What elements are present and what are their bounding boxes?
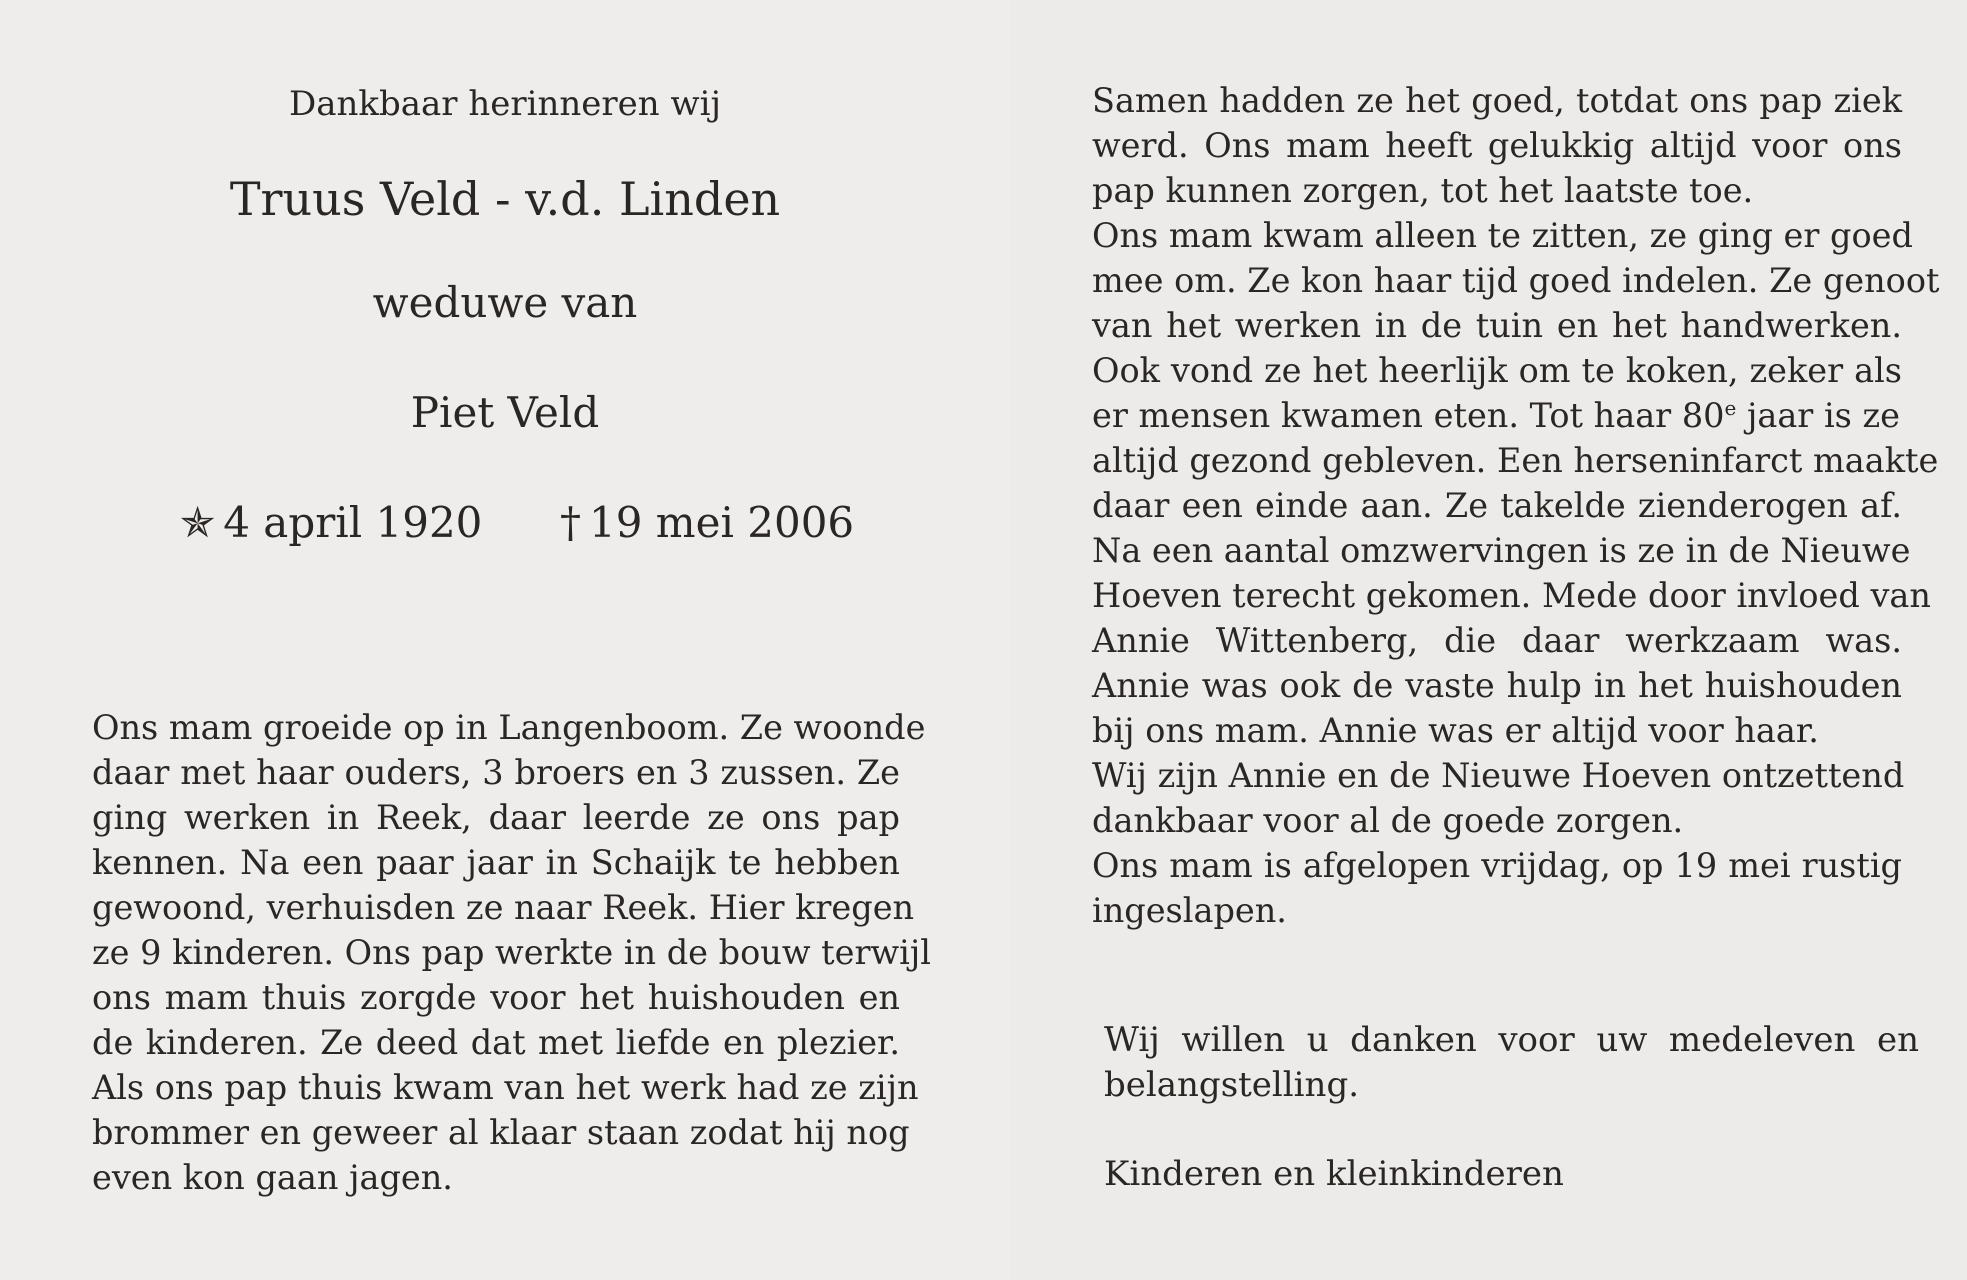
text-line: daar met haar ouders, 3 broers en 3 zussen. Ze: [92, 753, 900, 792]
birth-date: 4 april 1920: [223, 498, 483, 547]
text-line: Annie Wittenberg, die daar werkzaam was.: [1092, 621, 1902, 660]
text-line: Samen hadden ze het goed, totdat ons pap ziek: [1092, 81, 1902, 120]
age-line-rest: jaar is ze: [1736, 396, 1901, 435]
thanks-text: [1104, 1018, 1919, 1108]
text-line: dankbaar voor al de goede zorgen.: [1092, 801, 1684, 840]
text-line: bij ons mam. Annie was er altijd voor haar.: [1092, 711, 1819, 750]
intro-text: Dankbaar herinneren wij: [288, 84, 722, 124]
cross-icon: †: [560, 498, 581, 547]
death-date: 19 mei 2006: [589, 498, 855, 547]
text-line: Ons mam groeide op in Langenboom. Ze woonde: [92, 708, 926, 747]
text-line: Ons mam kwam alleen te zitten, ze ging er goed: [1092, 216, 1913, 255]
husband-name: Piet Veld: [410, 388, 600, 437]
text-line: gewoond, verhuisden ze naar Reek. Hier kregen: [92, 888, 915, 927]
deceased-name: Truus Veld - v.d. Linden: [229, 172, 781, 226]
text-line: Na een aantal omzwervingen is ze in de Nieuwe: [1092, 531, 1911, 570]
text-line: ze 9 kinderen. Ons pap werkte in de bouw terwijl: [92, 933, 931, 972]
text-line: pap kunnen zorgen, tot het laatste toe.: [1092, 171, 1754, 210]
life-story-right: [1092, 78, 1940, 933]
age-line-text: er mensen kwamen eten. Tot haar 80: [1092, 396, 1725, 435]
birth-date-line: [180, 498, 482, 547]
text-line: Ook vond ze het heerlijk om te koken, zeker als: [1092, 351, 1902, 390]
star-icon: ✯: [180, 498, 216, 547]
text-line: daar een einde aan. Ze takelde zienderogen af.: [1092, 486, 1902, 525]
age-superscript: e: [1724, 395, 1737, 420]
text-line: Annie was ook de vaste hulp in het huishouden: [1092, 666, 1902, 705]
text-line: Ons mam is afgelopen vrijdag, op 19 mei rustig: [1092, 846, 1902, 885]
age-line-start: [1092, 393, 1900, 438]
text-line: Als ons pap thuis kwam van het werk had ze zijn: [92, 1068, 919, 1107]
text-line: altijd gezond gebleven. Een herseninfarct maakte: [1092, 441, 1939, 480]
text-line: werd. Ons mam heeft gelukkig altijd voor ons: [1092, 126, 1902, 165]
text-line: mee om. Ze kon haar tijd goed indelen. Ze genoot: [1092, 261, 1940, 300]
text-line: Hoeven terecht gekomen. Mede door invloed van: [1092, 576, 1931, 615]
text-line: ging werken in Reek, daar leerde ze ons pap: [92, 798, 900, 837]
thanks-line: Wij willen u danken voor uw medeleven en: [1104, 1020, 1919, 1060]
text-line: de kinderen. Ze deed dat met liefde en plezier.: [92, 1023, 900, 1062]
text-line: brommer en geweer al klaar staan zodat hij nog: [92, 1113, 910, 1152]
thanks-line: belangstelling.: [1104, 1065, 1360, 1105]
death-date-line: [560, 498, 854, 547]
text-line: even kon gaan jagen.: [92, 1158, 453, 1197]
widow-of-text: weduwe van: [372, 278, 638, 327]
text-line-age: [1092, 393, 1902, 438]
text-line: Wij zijn Annie en de Nieuwe Hoeven ontzettend: [1092, 756, 1905, 795]
text-line: ingeslapen.: [1092, 891, 1287, 930]
life-story-left: [92, 705, 931, 1200]
text-line: kennen. Na een paar jaar in Schaijk te hebben: [92, 843, 900, 882]
text-line: ons mam thuis zorgde voor het huishouden en: [92, 978, 900, 1017]
signoff: Kinderen en kleinkinderen: [1104, 1154, 1564, 1194]
text-line: van het werken in de tuin en het handwerken.: [1092, 306, 1902, 345]
